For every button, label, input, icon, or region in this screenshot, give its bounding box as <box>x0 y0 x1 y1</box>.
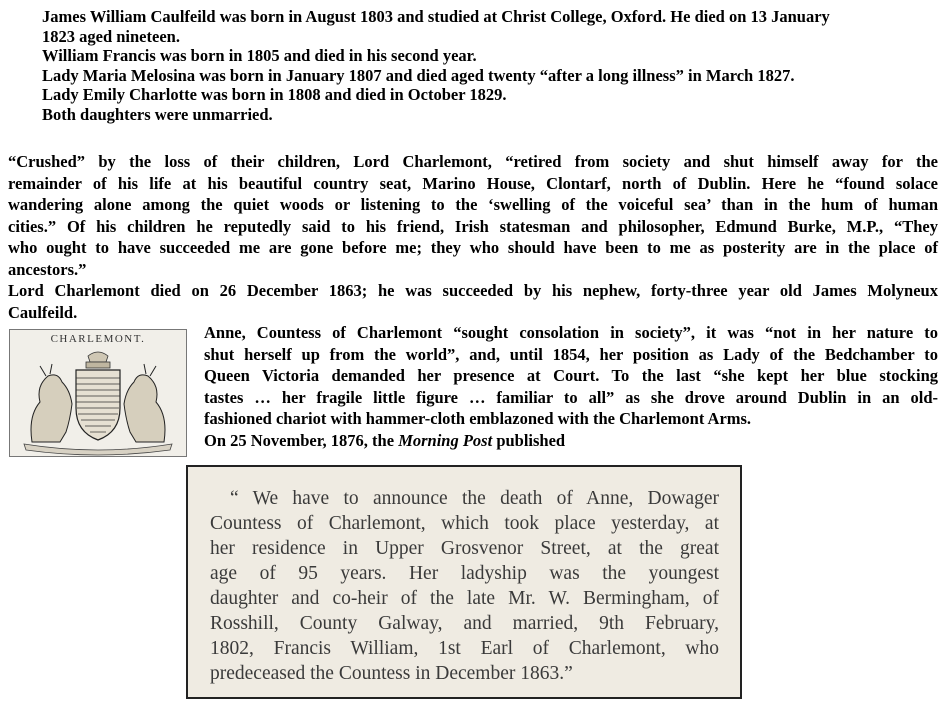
text-line: shut herself up from the world”, and, until 1854, her position as Lady of the Bedchamber to <box>204 344 938 364</box>
clipping-line: predeceased the Countess in December 1863.” <box>210 663 573 684</box>
coat-of-arms-icon <box>10 346 186 456</box>
text-line: Lady Emily Charlotte was born in 1808 and died in October 1829. <box>42 85 507 104</box>
text-line: Queen Victoria demanded her presence at Court. To the last “she kept her blue stocking <box>204 366 938 385</box>
text-line: remainder of his life at his beautiful country seat, Marino House, Clontarf, north of Dublin. Here he “found solace <box>8 173 938 193</box>
published-suffix: published <box>492 430 566 450</box>
text-line: 1823 aged nineteen. <box>42 26 180 46</box>
clipping-line: “ We have to announce the death of Anne, Dowager <box>230 488 719 509</box>
text-line: Lady Maria Melosina was born in January 1807 and died aged twenty “after a long illness” in March 1827. <box>42 65 795 85</box>
clipping-line: Rosshill, County Galway, and married, 9th February, <box>210 613 719 634</box>
text-line: who ought to have succeeded me are gone before me; they who should have been to me as posterity are in the place of <box>8 238 938 257</box>
text-line: tastes … her fragile little figure … familiar to all” as she drove around Dublin in an old- <box>204 387 938 407</box>
text-line: fashioned chariot with hammer-cloth emblazoned with the Charlemont Arms. <box>204 409 752 428</box>
children-paragraph <box>42 7 938 124</box>
text-line: Anne, Countess of Charlemont “sought consolation in society”, it was “not in her nature to <box>204 323 938 342</box>
newspaper-clipping <box>186 465 742 699</box>
text-line: Both daughters were unmarried. <box>42 104 273 124</box>
charlemont-arms-image <box>9 329 187 457</box>
anne-paragraph <box>204 322 938 451</box>
clipping-line: her residence in Upper Grosvenor Street, at the great <box>210 538 719 559</box>
crushed-paragraph <box>8 151 938 323</box>
text-line: Caulfeild. <box>8 302 78 322</box>
newspaper-name: Morning Post <box>398 430 493 450</box>
clipping-text <box>210 486 719 686</box>
text-line: William Francis was born in 1805 and died in his second year. <box>42 46 477 65</box>
text-line: “Crushed” by the loss of their children, Lord Charlemont, “retired from society and shut himself away for the <box>8 152 938 171</box>
text-line: Lord Charlemont died on 26 December 1863; he was succeeded by his nephew, forty-three year old James Molyneux <box>8 281 938 300</box>
text-line: wandering alone among the quiet woods or listening to the ‘swelling of the voiceful sea’ than in the hum of human <box>8 195 938 214</box>
published-line <box>204 430 938 452</box>
text-line: ancestors.” <box>8 259 87 279</box>
text-line: cities.” Of his children he reputedly said to his friend, Irish statesman and philosopher, Edmund Burke, M.P., “They <box>8 216 938 236</box>
crest-title: CHARLEMONT. <box>50 333 146 345</box>
published-prefix: On 25 November, 1876, the <box>204 430 399 450</box>
clipping-line: daughter and co-heir of the late Mr. W. Bermingham, of <box>210 588 719 609</box>
text-line: James William Caulfeild was born in August 1803 and studied at Christ College, Oxford. He died on 13 January <box>42 7 830 26</box>
clipping-line: Countess of Charlemont, which took place yesterday, at <box>210 513 719 534</box>
clipping-line: 1802, Francis William, 1st Earl of Charlemont, who <box>210 638 719 659</box>
clipping-line: age of 95 years. Her ladyship was the youngest <box>210 563 719 584</box>
